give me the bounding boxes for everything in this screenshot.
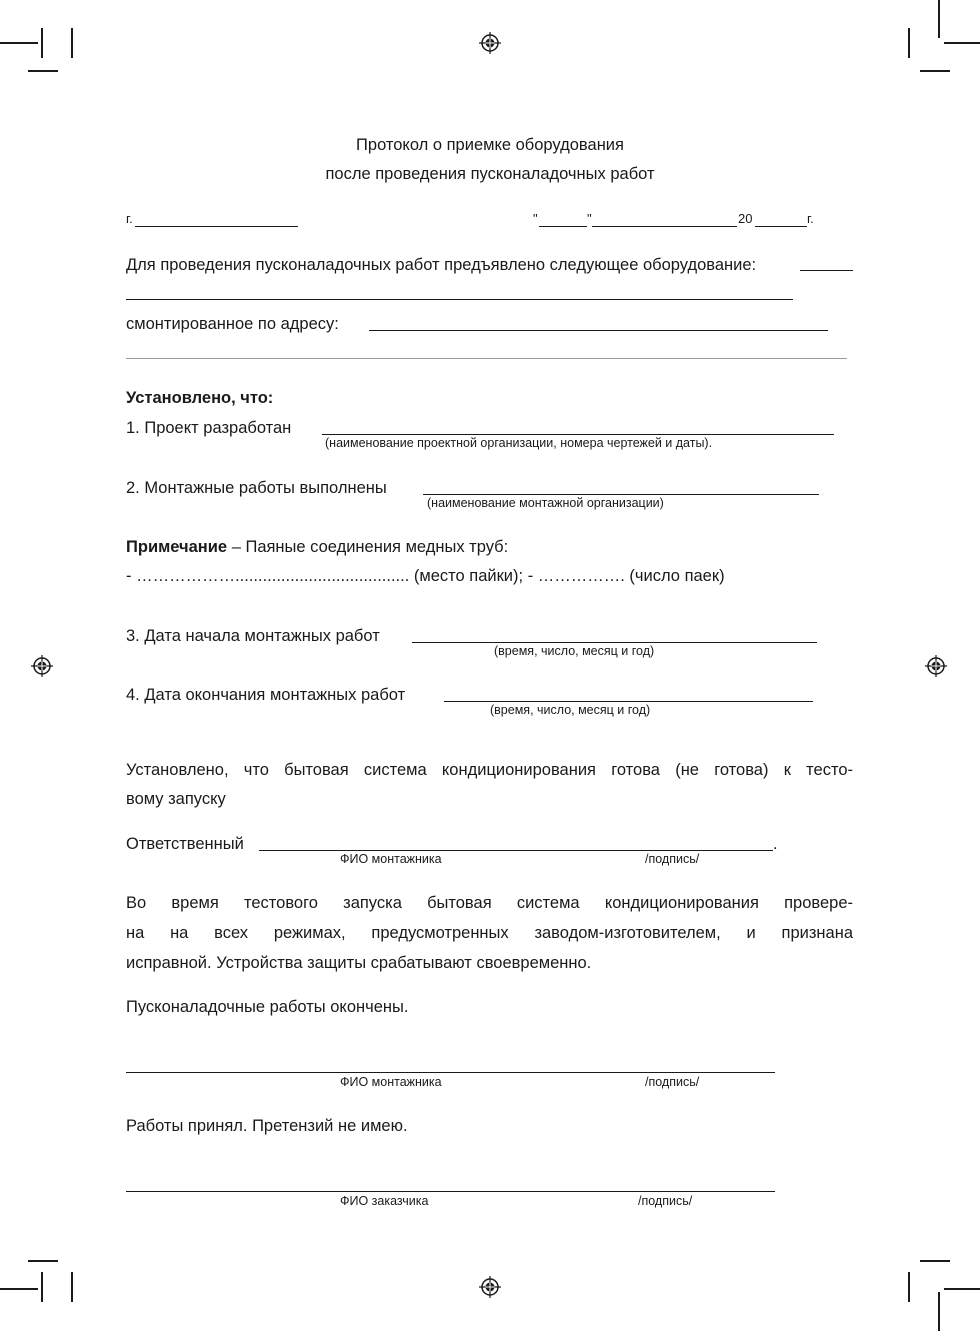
solder-line: - ………………...................................... (место пайки); - ……………. (число паек) [126, 567, 725, 585]
installer-signature-field[interactable] [126, 1072, 775, 1073]
test-line-3: исправной. Устройства защиты срабатывают своевременно. [126, 954, 592, 972]
finished-text: Пусконаладочные работы окончены. [126, 998, 409, 1016]
registration-target-icon [479, 32, 501, 54]
registration-target-icon [31, 655, 53, 677]
ready-line-2: вому запуску [126, 790, 226, 808]
accepted-text: Работы принял. Претензий не имею. [126, 1117, 408, 1135]
fio-installer-hint: ФИО монтажника [340, 852, 442, 866]
fio-installer-hint-2: ФИО монтажника [340, 1075, 442, 1089]
registration-target-icon [925, 655, 947, 677]
customer-signature-field[interactable] [126, 1191, 775, 1192]
address-field-continued[interactable] [126, 358, 847, 359]
address-field[interactable] [369, 330, 828, 331]
start-date-field[interactable] [412, 642, 817, 643]
date-quote-close: " [587, 211, 592, 226]
date-year-suffix: г. [807, 211, 814, 226]
responsible-label: Ответственный [126, 835, 244, 853]
test-line-1: Во время тестового запуска бытовая система кондиционирования провере- [126, 894, 853, 912]
note-label: Примечание [126, 538, 228, 556]
test-line-2: на на всех режимах, предусмотренных заводом-изготовителем, и признана [126, 924, 853, 942]
item4-hint: (время, число, месяц и год) [490, 703, 651, 717]
registration-target-icon [479, 1276, 501, 1298]
date-year-prefix: 20 [738, 211, 753, 226]
item3-hint: (время, число, месяц и год) [494, 644, 655, 658]
title-line-1: Протокол о приемке оборудования [356, 136, 624, 154]
signature-hint-2: /подпись/ [645, 1075, 700, 1089]
address-label: смонтированное по адресу: [126, 315, 339, 333]
item3-label: 3. Дата начала монтажных работ [126, 627, 380, 645]
end-date-field[interactable] [444, 701, 813, 702]
installation-organization-field[interactable] [423, 494, 819, 495]
city-label: г. [126, 211, 133, 226]
ready-line-1: Установлено, что бытовая система кондиционирования готова (не готова) к тесто- [126, 761, 853, 779]
note-paragraph [126, 537, 508, 557]
item1-label: 1. Проект разработан [126, 419, 292, 437]
date-month-field[interactable] [592, 226, 737, 227]
equipment-label: Для проведения пусконаладочных работ предъявлено следующее оборудование: [126, 256, 757, 274]
project-organization-field[interactable] [322, 434, 834, 435]
fio-customer-hint: ФИО заказчика [340, 1194, 429, 1208]
note-text: – Паяные соединения медных труб: [227, 538, 509, 556]
item2-label: 2. Монтажные работы выполнены [126, 479, 387, 497]
item2-hint: (наименование монтажной организации) [427, 496, 664, 510]
title-line-2: после проведения пусконаладочных работ [325, 165, 655, 183]
responsible-end: . [773, 835, 778, 853]
responsible-field[interactable] [259, 850, 773, 851]
city-field[interactable] [135, 226, 298, 227]
item1-hint: (наименование проектной организации, номера чертежей и даты). [325, 436, 713, 450]
date-year-field[interactable] [755, 226, 807, 227]
signature-hint: /подпись/ [645, 852, 700, 866]
date-day-field[interactable] [539, 226, 587, 227]
date-quote-open: " [533, 211, 538, 226]
equipment-field-continued[interactable] [126, 299, 793, 300]
equipment-field[interactable] [800, 270, 853, 271]
signature-hint-3: /подпись/ [638, 1194, 693, 1208]
item4-label: 4. Дата окончания монтажных работ [126, 686, 406, 704]
established-heading: Установлено, что: [126, 389, 274, 407]
